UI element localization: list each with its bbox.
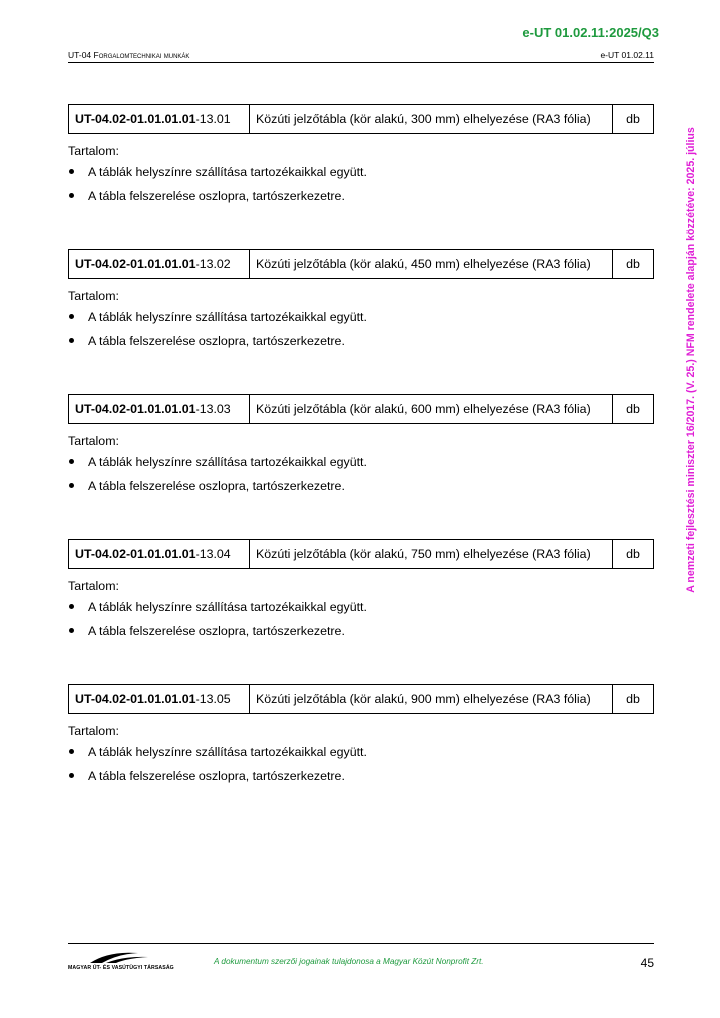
item-code-suffix: -13.05 — [195, 692, 231, 706]
publication-side-note — [683, 95, 699, 625]
item-table — [68, 249, 654, 279]
content-label: Tartalom: — [68, 434, 119, 448]
item-description: Közúti jelzőtábla (kör alakú, 600 mm) elhelyezése (RA3 fólia) — [250, 395, 613, 423]
item-description: Közúti jelzőtábla (kör alakú, 900 mm) elhelyezése (RA3 fólia) — [250, 685, 613, 713]
item-block — [68, 249, 654, 357]
content-list — [68, 744, 654, 792]
item-code-main: UT-04.02-01.01.01.01 — [75, 547, 196, 561]
item-unit: db — [626, 547, 640, 561]
item-code — [69, 685, 250, 713]
road-swoosh-icon — [68, 949, 168, 965]
list-item: A tábla felszerelése oszlopra, tartószerkezetre. — [68, 478, 654, 502]
item-code — [69, 250, 250, 278]
content-label: Tartalom: — [68, 289, 119, 303]
society-logo — [68, 949, 174, 971]
page-number: 45 — [640, 956, 654, 970]
item-code — [69, 395, 250, 423]
list-item: A tábla felszerelése oszlopra, tartószerkezetre. — [68, 623, 654, 647]
item-description: Közúti jelzőtábla (kör alakú, 750 mm) elhelyezése (RA3 fólia) — [250, 540, 613, 568]
item-code-suffix: -13.03 — [195, 402, 231, 416]
list-item: A tábla felszerelése oszlopra, tartószerkezetre. — [68, 333, 654, 357]
document-code: e-UT 01.02.11:2025/Q3 — [522, 25, 659, 40]
list-item: A táblák helyszínre szállítása tartozékaikkal együtt. — [68, 599, 654, 623]
item-unit: db — [626, 692, 640, 706]
running-header — [68, 50, 654, 63]
content-list — [68, 454, 654, 502]
item-description: Közúti jelzőtábla (kör alakú, 450 mm) elhelyezése (RA3 fólia) — [250, 250, 613, 278]
item-code-main: UT-04.02-01.01.01.01 — [75, 402, 196, 416]
section-ref: e-UT 01.02.11 — [600, 50, 654, 60]
chapter-title: UT-04 Forgalomtechnikai munkák — [68, 50, 190, 60]
content-label: Tartalom: — [68, 579, 119, 593]
item-table — [68, 684, 654, 714]
list-item: A táblák helyszínre szállítása tartozékaikkal együtt. — [68, 164, 654, 188]
list-item: A tábla felszerelése oszlopra, tartószerkezetre. — [68, 768, 654, 792]
footer-divider — [68, 943, 654, 944]
item-block — [68, 104, 654, 212]
item-code-main: UT-04.02-01.01.01.01 — [75, 257, 196, 271]
list-item: A táblák helyszínre szállítása tartozékaikkal együtt. — [68, 309, 654, 333]
logo-text: MAGYAR ÚT- ÉS VASÚTÜGYI TÁRSASÁG — [68, 965, 174, 971]
list-item: A táblák helyszínre szállítása tartozékaikkal együtt. — [68, 454, 654, 478]
item-description: Közúti jelzőtábla (kör alakú, 300 mm) elhelyezése (RA3 fólia) — [250, 105, 613, 133]
content-list — [68, 164, 654, 212]
item-unit: db — [626, 112, 640, 126]
content-list — [68, 309, 654, 357]
copyright-notice: A dokumentum szerzői jogainak tulajdonosa a Magyar Közút Nonprofit Zrt. — [214, 957, 484, 966]
list-item: A tábla felszerelése oszlopra, tartószerkezetre. — [68, 188, 654, 212]
item-block — [68, 684, 654, 792]
side-note-text: A nemzeti fejlesztési miniszter 16/2017. (V. 25.) NFM rendelete alapján közzétéve: 2025. július — [685, 127, 697, 593]
item-unit: db — [626, 402, 640, 416]
item-code-main: UT-04.02-01.01.01.01 — [75, 692, 196, 706]
item-unit: db — [626, 257, 640, 271]
item-code-main: UT-04.02-01.01.01.01 — [75, 112, 196, 126]
content-list — [68, 599, 654, 647]
item-code — [69, 105, 250, 133]
item-code-suffix: -13.02 — [195, 257, 231, 271]
item-code-suffix: -13.04 — [195, 547, 231, 561]
item-code-suffix: -13.01 — [195, 112, 231, 126]
item-table — [68, 104, 654, 134]
item-code — [69, 540, 250, 568]
content-label: Tartalom: — [68, 724, 119, 738]
content-label: Tartalom: — [68, 144, 119, 158]
item-block — [68, 539, 654, 647]
list-item: A táblák helyszínre szállítása tartozékaikkal együtt. — [68, 744, 654, 768]
item-table — [68, 394, 654, 424]
item-table — [68, 539, 654, 569]
item-block — [68, 394, 654, 502]
